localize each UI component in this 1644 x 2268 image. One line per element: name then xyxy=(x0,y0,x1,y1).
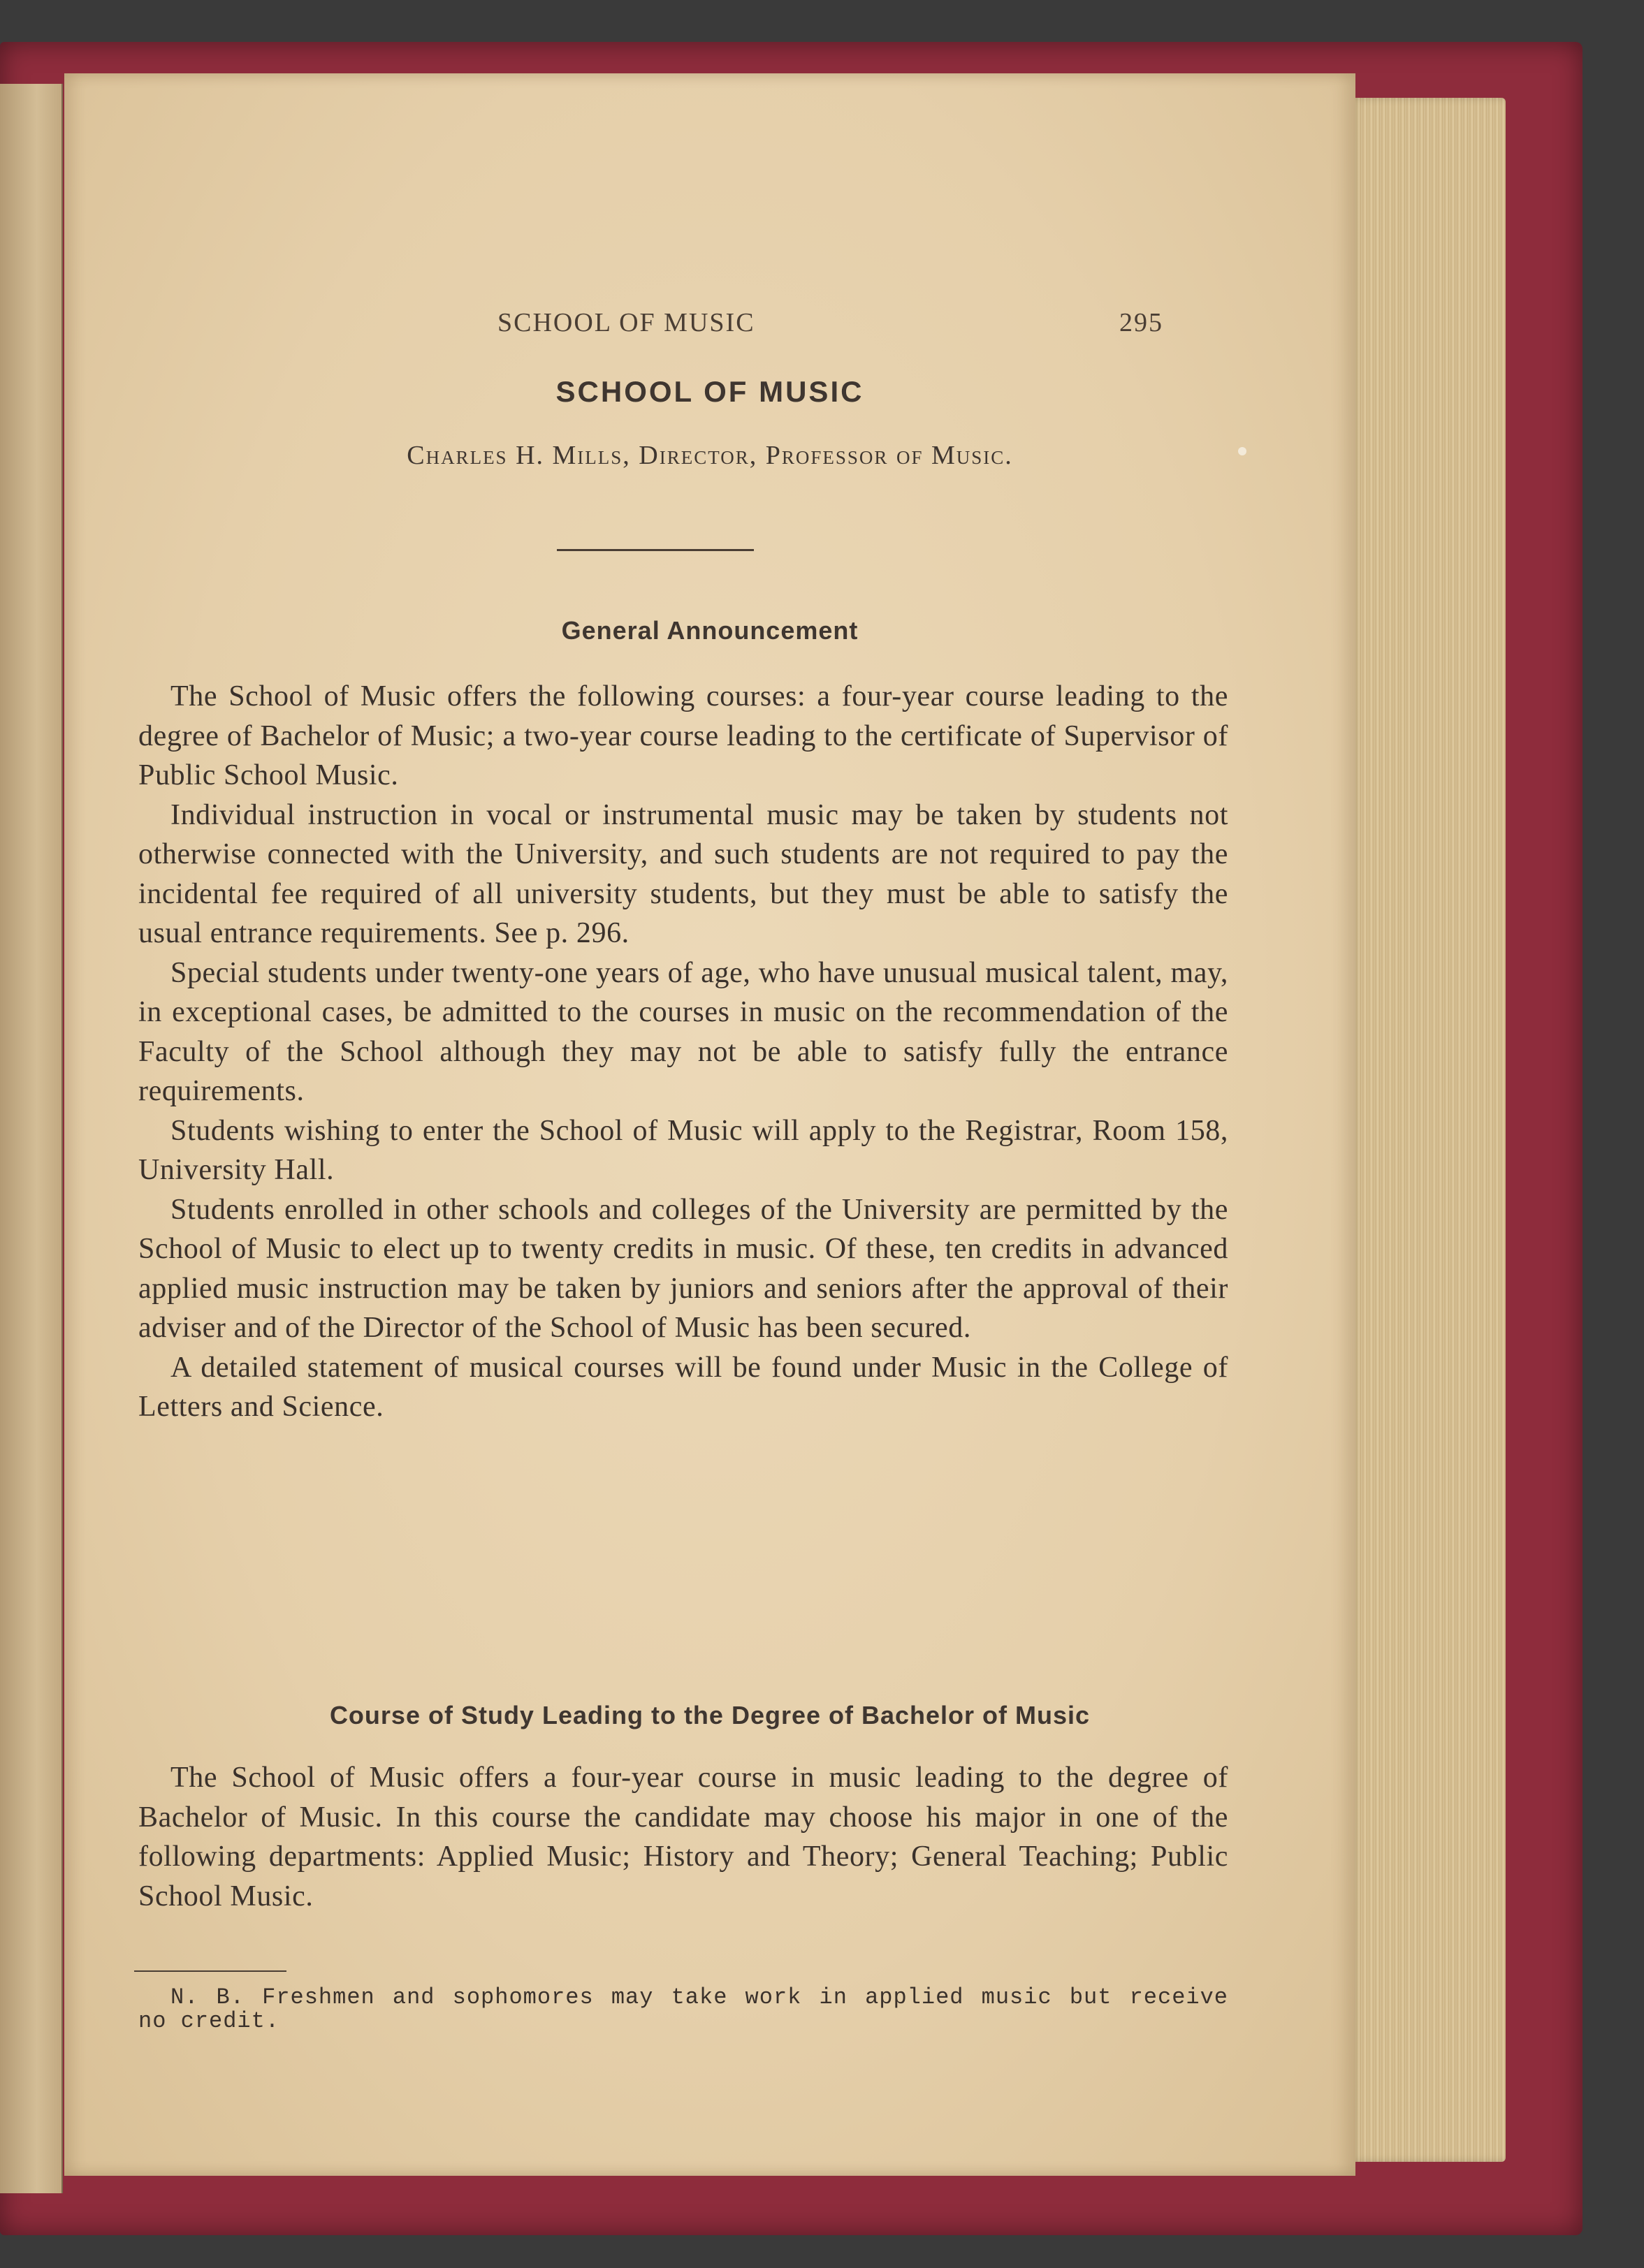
bachelor-course-body xyxy=(138,1758,1228,1916)
running-head xyxy=(64,307,1355,335)
footnote-rule xyxy=(134,1970,286,1972)
previous-page-edge xyxy=(0,84,63,2193)
title-rule xyxy=(557,549,754,551)
paragraph: Students enrolled in other schools and colleges of the University are permitted by the School of Music to elect up to twenty credits in music. Of these, ten credits in advanced applied music instruction may be taken by juniors and seniors after the approval of their adviser and of the Director of the School of Music has been secured. xyxy=(138,1193,1228,1344)
section-title: SCHOOL OF MUSIC xyxy=(555,375,864,408)
paragraph: The School of Music offers a four-year course in music leading to the degree of Bachelor of Music. In this course the candidate may choose his major in one of the following departments: Applied Music; History and Theory; General Teaching; Public School Music. xyxy=(138,1762,1228,1912)
general-announcement-body xyxy=(138,677,1228,1427)
book-page xyxy=(64,73,1355,2176)
paragraph: Special students under twenty-one years of age, who have unusual musical talent, may, in exceptional cases, be admitted to the courses in music on the recommendation of the Faculty of the School although they may not be able to satisfy fully the entrance requirements. xyxy=(138,956,1228,1107)
footnote-text: N. B. Freshmen and sophomores may take work in applied music but receive no credit. xyxy=(138,1984,1228,2034)
general-announcement-heading: General Announcement xyxy=(561,616,859,645)
page-edges-stack xyxy=(1348,98,1506,2162)
bachelor-course-heading: Course of Study Leading to the Degree of Bachelor of Music xyxy=(329,1701,1091,1729)
paragraph: The School of Music offers the following courses: a four-year course leading to the degree of Bachelor of Music; a two-year course leading to the certificate of Supervisor of Public School Music. xyxy=(138,680,1228,791)
director-line: Charles H. Mills, Director, Professor of Music. xyxy=(407,441,1013,470)
page-number: 295 xyxy=(1119,308,1163,337)
paragraph: Students wishing to enter the School of Music will apply to the Registrar, Room 158, University Hall. xyxy=(138,1114,1228,1186)
running-head-title: SCHOOL OF MUSIC xyxy=(497,308,755,337)
paragraph: A detailed statement of musical courses will be found under Music in the College of Letters and Science. xyxy=(138,1351,1228,1423)
paragraph: Individual instruction in vocal or instrumental music may be taken by students not otherwise connected with the University, and such students are not required to pay the incidental fee required of all university students, but they must be able to satisfy the usual entrance requirements. See p. 296. xyxy=(138,798,1228,949)
footnote xyxy=(138,1986,1228,2033)
